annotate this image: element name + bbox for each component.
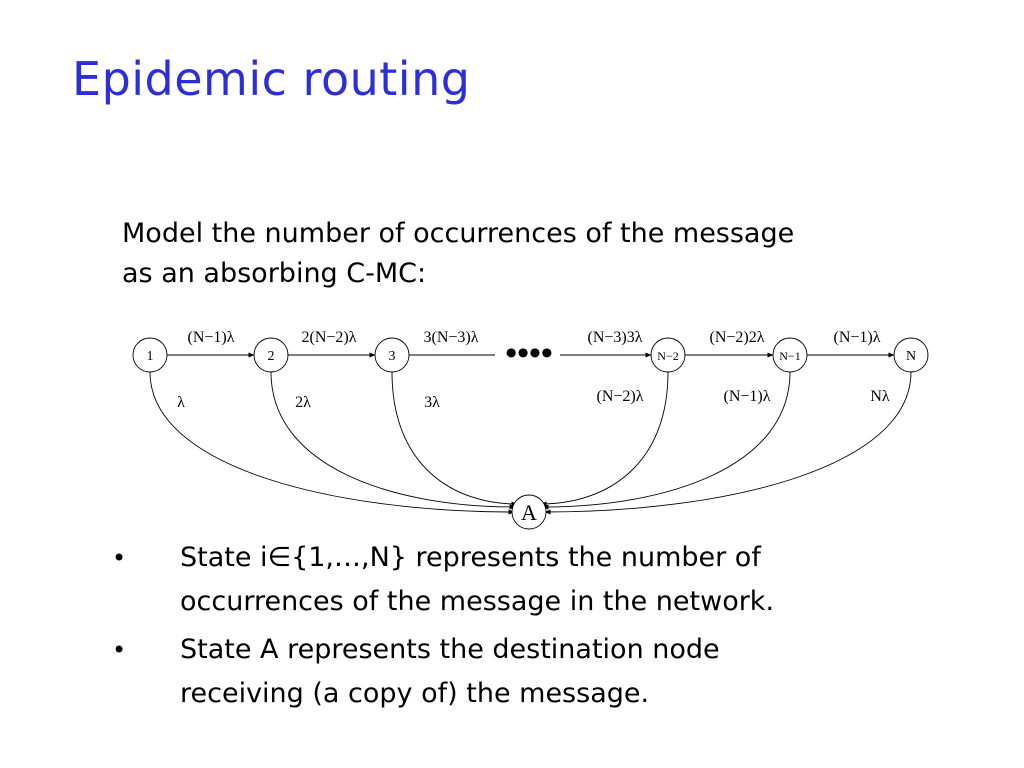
bullet-1-line-2: occurrences of the message in the network. [180, 586, 775, 617]
absorption-rate-label: Nλ [870, 388, 890, 405]
bullet-item-2 [112, 628, 972, 716]
absorption-rate-label: λ [177, 394, 185, 411]
state-node-label: 1 [146, 349, 154, 364]
state-node-label: N [905, 349, 917, 364]
state-node-label: 2 [267, 349, 275, 364]
absorption-rate-label: 2λ [295, 394, 311, 411]
absorbing-node-label: A [521, 500, 537, 525]
state-node-label: N−1 [779, 349, 801, 363]
bullet-item-1 [112, 536, 972, 624]
ellipsis-dots: •••• [505, 335, 553, 372]
bullet-list [112, 536, 972, 720]
absorption-rate-label: (N−2)λ [596, 388, 644, 405]
bullet-2-line-1: State A represents the destination node [180, 634, 720, 665]
intro-text [122, 214, 942, 294]
bullet-marker: • [112, 636, 127, 664]
state-node-label: N−2 [657, 349, 679, 363]
bullet-2-line-2: receiving (a copy of) the message. [180, 678, 650, 709]
transition-rate-label: 3(N−3)λ [423, 329, 479, 346]
absorption-rate-label: 3λ [424, 394, 440, 411]
transition-rate-label: (N−1)λ [187, 329, 235, 346]
intro-line-2: as an absorbing C-MC: [122, 258, 427, 289]
state-node-label: 3 [388, 349, 396, 364]
intro-line-1: Model the number of occurrences of the message [122, 218, 795, 249]
absorption-arrow [150, 372, 514, 512]
absorption-arrow [392, 372, 517, 504]
slide-title: Epidemic routing [72, 52, 471, 106]
transition-rate-label: (N−2)2λ [709, 329, 765, 346]
transition-rate-label: (N−1)λ [833, 329, 881, 346]
transition-rate-label: 2(N−2)λ [301, 329, 357, 346]
transition-rate-label: (N−3)3λ [587, 329, 643, 346]
bullet-1-line-1: State i∈{1,…,N} represents the number of [180, 542, 761, 573]
markov-chain-diagram [0, 300, 1024, 540]
absorption-rate-label: (N−1)λ [723, 388, 771, 405]
bullet-marker: • [112, 544, 127, 572]
